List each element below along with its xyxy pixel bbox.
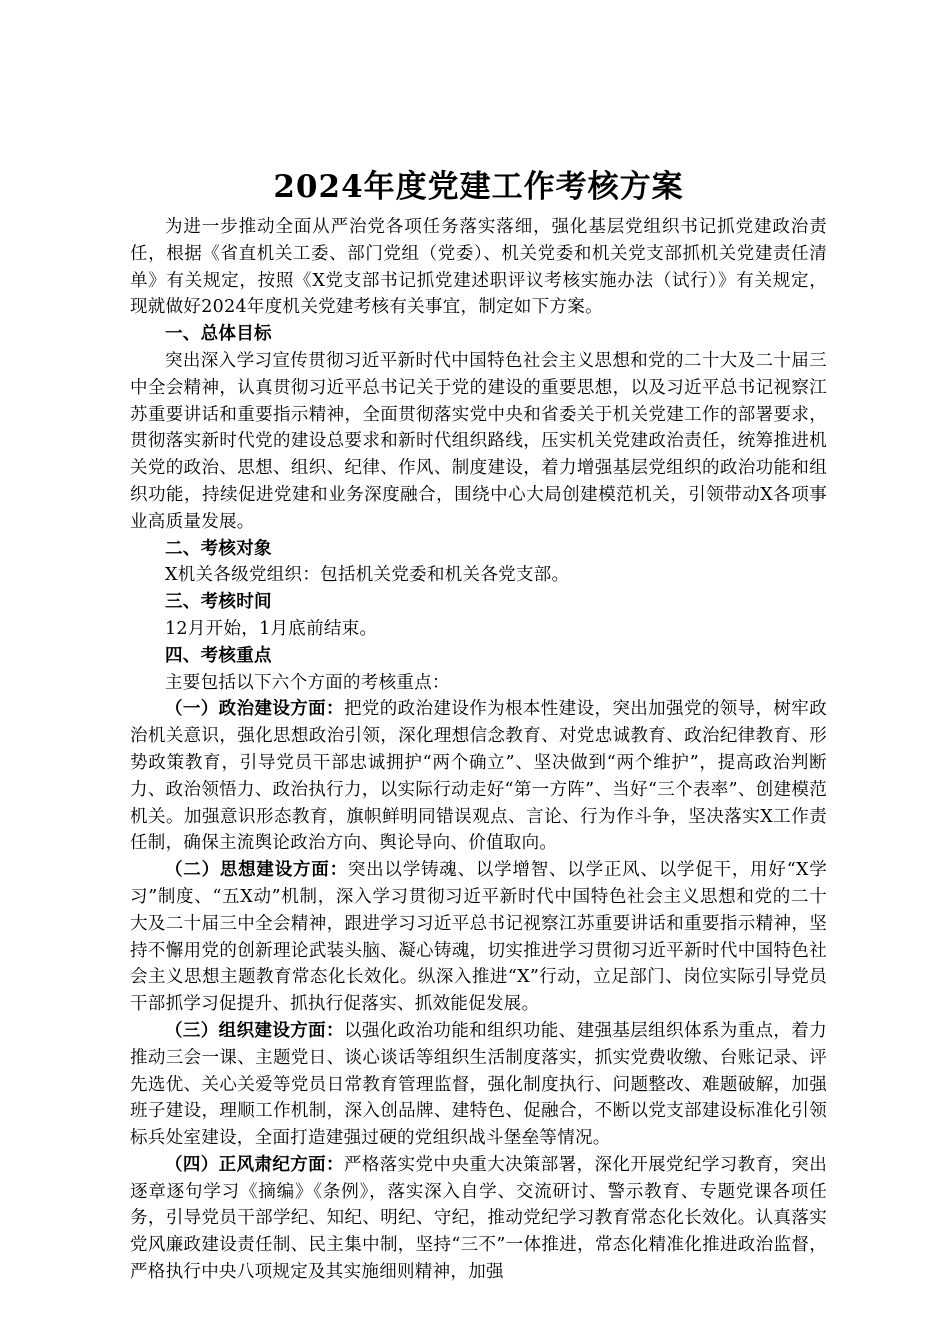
section-text-goal: 突出深入学习宣传贯彻习近平新时代中国特色社会主义思想和党的二十大及二十届三中全会精神，认真贯彻习近平总书记关于党的建设的重要思想，以及习近平总书记视察江苏重要讲话和重要指示精神，全面贯彻落实党中央和省委关于机关党建工作的部署要求，贯彻落实新时代党的建设总要求和新时代组织路线，压实机关党建政治责任，统筹推进机关党的政治、思想、组织、纪律、作风、制度建设，着力增强基层党组织的政治功能和组织功能，持续促进党建和业务深度融合，围绕中心大局创建模范机关，引领带动X各项事业高质量发展。 [130, 350, 827, 532]
section-heading-target: 二、考核对象 [165, 538, 272, 559]
focus-item-text: 以强化政治功能和组织功能、建强基层组织体系为重点，着力推动三会一课、主题党日、谈心谈话等组织生活制度落实，抓实党费收缴、台账记录、评先选优、关心关爱等党员日常教育管理监督，强化制度执行、问题整改、难题破解，加强班子建设，理顺工作机制，深入创品牌、建特色、促融合，不断以党支部建设标准化引领标兵处室建设，全面打造建强过硬的党组织战斗堡垒等情况。 [130, 1020, 827, 1149]
section-heading-goal: 一、总体目标 [165, 324, 272, 345]
focus-item-organizational [130, 1018, 827, 1152]
focus-item-text: 严格落实党中央重大决策部署，深化开展党纪学习教育，突出逐章逐句学习《摘编》《条例》，落实深入自学、交流研讨、警示教育、专题党课各项任务，引导党员干部学纪、知纪、明纪、守纪，推动党纪学习教育常态化长效化。认真落实党风廉政建设责任制、民主集中制，坚持“三不”一体推进，常态化精准化推进政治监督，严格执行中央八项规定及其实施细则精神，加强 [130, 1154, 827, 1283]
section-text-time: 12月开始，1月底前结束。 [165, 618, 378, 639]
focus-item-lead: （三）组织建设方面： [165, 1020, 344, 1041]
intro-paragraph: 为进一步推动全面从严治党各项任务落实落细，强化基层党组织书记抓党建政治责任，根据《省直机关工委、部门党组（党委）、机关党委和机关党支部抓机关党建责任清单》有关规定，按照《X党支部书记抓党建述职评议考核实施办法（试行）》有关规定，现就做好2024年度机关党建考核有关事宜，制定如下方案。 [130, 217, 827, 318]
document-body [130, 168, 827, 1286]
focus-item-lead: （二）思想建设方面： [165, 860, 348, 881]
section-text-target: X机关各级党组织：包括机关党委和机关各党支部。 [165, 565, 570, 586]
focus-item-discipline [130, 1152, 827, 1286]
focus-item-lead: （四）正风肃纪方面： [165, 1154, 344, 1175]
focus-item-text: 把党的政治建设作为根本性建设，突出加强党的领导，树牢政治机关意识，强化思想政治引领，深化理想信念教育、对党忠诚教育、政治纪律教育、形势政策教育，引导党员干部忠诚拥护“两个确立”、坚决做到“两个维护”，提高政治判断力、政治领悟力、政治执行力，以实际行动走好“第一方阵”、当好“三个表率”、创建模范机关。加强意识形态教育，旗帜鲜明同错误观点、言论、行为作斗争，坚决落实X工作责任制，确保主流舆论政治方向、舆论导向、价值取向。 [130, 699, 827, 854]
section-text-focus: 主要包括以下六个方面的考核重点： [165, 672, 450, 693]
document-title: 2024年度党建工作考核方案 [273, 169, 684, 205]
focus-item-political [130, 696, 827, 857]
focus-item-text: 突出以学铸魂、以学增智、以学正风、以学促干，用好“X学习”制度、“五X动”机制，深入学习贯彻习近平新时代中国特色社会主义思想和党的二十大及二十届三中全会精神，跟进学习习近平总书记视察江苏重要讲话和重要指示精神，坚持不懈用党的创新理论武装头脑、凝心铸魂，切实推进学习贯彻习近平新时代中国特色社会主义思想主题教育常态化长效化。纵深入推进“X”行动，立足部门、岗位实际引导党员干部抓学习促提升、抓执行促落实、抓效能促发展。 [130, 860, 827, 1015]
focus-item-lead: （一）政治建设方面： [165, 699, 344, 720]
section-heading-focus: 四、考核重点 [165, 645, 272, 666]
section-heading-time: 三、考核时间 [165, 592, 272, 613]
focus-item-ideological [130, 857, 827, 1018]
